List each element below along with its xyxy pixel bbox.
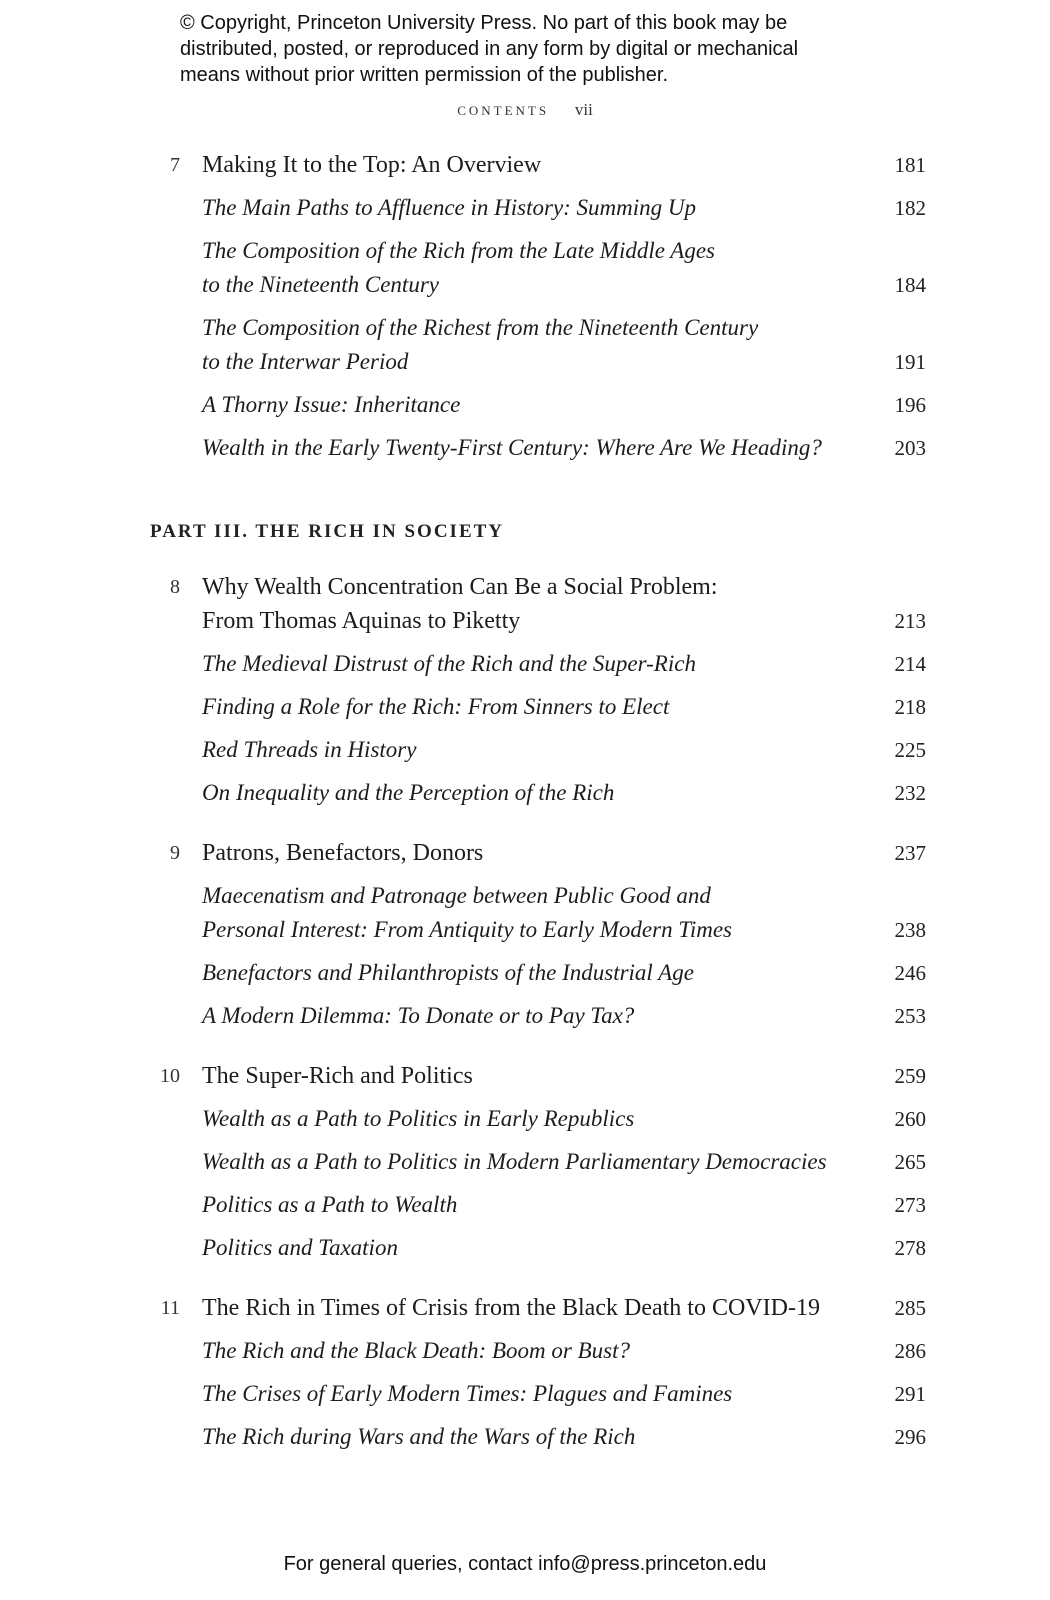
- page-number: 273: [894, 1193, 926, 1217]
- section-entry: [0, 999, 1050, 1042]
- section-title: Red Threads in History: [202, 737, 417, 762]
- page-number: 260: [894, 1107, 926, 1131]
- chapter-entry: [0, 1059, 1050, 1102]
- running-head-page-number: vii: [574, 100, 593, 119]
- section-title: The Rich and the Black Death: Boom or Bust?: [202, 1338, 630, 1363]
- part-heading: PART III. THE RICH IN SOCIETY: [150, 521, 505, 542]
- page-number: 265: [894, 1150, 926, 1174]
- chapter-9: [0, 836, 1050, 1042]
- section-entry: [0, 733, 1050, 776]
- section-title: The Rich during Wars and the Wars of the Rich: [202, 1424, 636, 1449]
- copyright-notice: [180, 10, 900, 88]
- chapter-number: 8: [170, 576, 180, 598]
- chapter-entry: [0, 570, 1050, 647]
- section-title: Politics as a Path to Wealth: [202, 1192, 458, 1217]
- chapter-number: 11: [160, 1297, 180, 1319]
- page-number: 182: [894, 196, 926, 220]
- page-number: 278: [894, 1236, 926, 1260]
- chapter-entry: [0, 1291, 1050, 1334]
- chapter-title: The Rich in Times of Crisis from the Black Death to COVID-19: [202, 1295, 820, 1321]
- chapter-entry: [0, 148, 1050, 191]
- chapter-number: 10: [160, 1065, 180, 1087]
- section-entry: [0, 1102, 1050, 1145]
- page-number: 213: [894, 609, 926, 633]
- section-entry: [0, 1334, 1050, 1377]
- page-number: 286: [894, 1339, 926, 1363]
- section-title: The Crises of Early Modern Times: Plagues and Famines: [202, 1381, 733, 1406]
- section-title: The Main Paths to Affluence in History: Summing Up: [202, 195, 697, 220]
- chapter-10: [0, 1059, 1050, 1274]
- section-entry: [0, 234, 1050, 311]
- section-title: Finding a Role for the Rich: From Sinners to Elect: [202, 694, 670, 719]
- page-number: 203: [894, 436, 926, 460]
- page-number: 238: [894, 918, 926, 942]
- section-entry: [0, 1231, 1050, 1274]
- chapter-entry: [0, 836, 1050, 879]
- page-number: 291: [894, 1382, 926, 1406]
- section-entry: [0, 311, 1050, 388]
- running-head-title: CONTENTS: [457, 103, 550, 118]
- chapter-title: The Super-Rich and Politics: [202, 1063, 473, 1089]
- section-entry: [0, 647, 1050, 690]
- chapter-title: Patrons, Benefactors, Donors: [202, 840, 484, 866]
- page-number: 181: [894, 153, 926, 177]
- copyright-line: distributed, posted, or reproduced in any form by digital or mechanical: [180, 38, 799, 60]
- page-number: 246: [894, 961, 926, 985]
- section-title: Wealth in the Early Twenty-First Century: Where Are We Heading?: [202, 435, 822, 460]
- chapter-11: [0, 1291, 1050, 1463]
- chapter-number: 7: [170, 154, 180, 176]
- page-number: 232: [894, 781, 926, 805]
- page-number: 285: [894, 1296, 926, 1320]
- section-title: The Composition of the Richest from the Nineteenth Century to the Interwar Period: [202, 315, 759, 374]
- section-title: Maecenatism and Patronage between Public Good and Personal Interest: From Antiquity to Early Modern Times: [202, 883, 733, 942]
- section-title: On Inequality and the Perception of the Rich: [202, 780, 615, 805]
- page-number: 184: [894, 273, 926, 297]
- page-number: 196: [894, 393, 926, 417]
- section-entry: [0, 191, 1050, 234]
- section-entry: [0, 388, 1050, 431]
- section-entry: [0, 1188, 1050, 1231]
- page-number: 218: [894, 695, 926, 719]
- section-entry: [0, 431, 1050, 474]
- chapter-7: [0, 148, 1050, 474]
- page-number: 296: [894, 1425, 926, 1449]
- section-title: The Composition of the Rich from the Late Middle Ages to the Nineteenth Century: [202, 238, 715, 297]
- section-title: The Medieval Distrust of the Rich and the Super-Rich: [202, 651, 696, 676]
- chapter-8: [0, 570, 1050, 819]
- page-number: 259: [894, 1064, 926, 1088]
- footer-contact: For general queries, contact info@press.princeton.edu: [283, 1553, 767, 1575]
- copyright-line: © Copyright, Princeton University Press. No part of this book may be: [180, 12, 788, 34]
- page-number: 191: [894, 350, 926, 374]
- section-title: Benefactors and Philanthropists of the Industrial Age: [202, 960, 694, 985]
- section-entry: [0, 690, 1050, 733]
- section-title: A Modern Dilemma: To Donate or to Pay Tax?: [202, 1003, 635, 1028]
- chapter-number: 9: [170, 842, 180, 864]
- section-entry: [0, 1145, 1050, 1188]
- page-number: 253: [894, 1004, 926, 1028]
- section-title: Wealth as a Path to Politics in Early Republics: [202, 1106, 635, 1131]
- section-entry: [0, 956, 1050, 999]
- section-title: Wealth as a Path to Politics in Modern Parliamentary Democracies: [202, 1149, 827, 1174]
- page-number: 237: [894, 841, 926, 865]
- section-entry: [0, 776, 1050, 819]
- table-of-contents: [0, 148, 1050, 1463]
- page-number: 214: [894, 652, 926, 676]
- section-title: Politics and Taxation: [202, 1235, 398, 1260]
- copyright-line: means without prior written permission of the publisher.: [180, 64, 669, 86]
- running-head: [0, 100, 1050, 120]
- section-entry: [0, 1377, 1050, 1420]
- chapter-title: Why Wealth Concentration Can Be a Social Problem: From Thomas Aquinas to Piketty: [202, 574, 718, 634]
- section-entry: [0, 879, 1050, 956]
- section-entry: [0, 1420, 1050, 1463]
- section-title: A Thorny Issue: Inheritance: [202, 392, 461, 417]
- chapter-title: Making It to the Top: An Overview: [202, 152, 542, 178]
- page-number: 225: [894, 738, 926, 762]
